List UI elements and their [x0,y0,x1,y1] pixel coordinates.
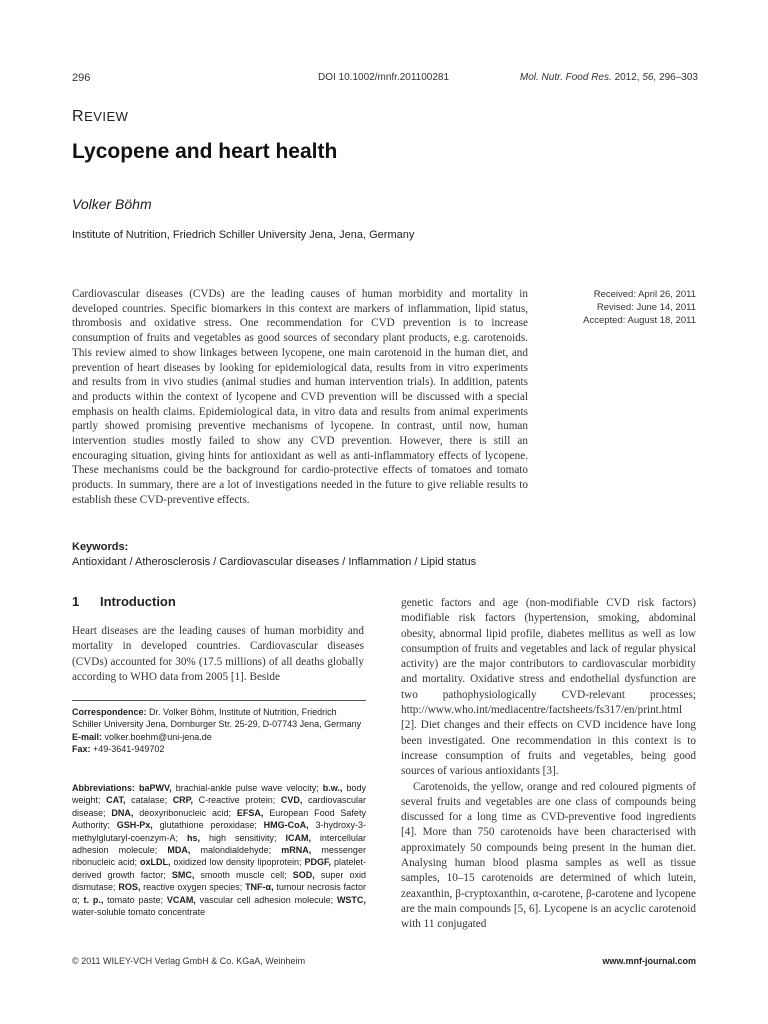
abbreviation-definition: 3-hydroxy-3-methylglutaryl-coenzym-A; [72,820,366,843]
page-number: 296 [72,72,91,84]
keywords-label: Keywords: [72,541,129,553]
abbreviation-definition: high sensitivity; [208,832,277,843]
abbreviation-term: ICAM, [285,832,311,843]
correspondence-text: Dr. Volker Böhm, Institute of Nutrition, Friedrich Schiller University Jena, Dornburger Str. 25-29, D-07743 Jena, Germany [72,707,362,730]
section-number: 1 [72,594,80,609]
fax-number: +49-3641-949702 [93,744,165,755]
abstract: Cardiovascular diseases (CVDs) are the leading causes of human morbidity and mortality in developed countries. Specific biomarkers in this context are markers of inflammation, lipid status, thrombosis and oxidative stress. One recommendation for CVD prevention is to increase consumption of fruits and vegetables as good sources of secondary plant products, e.g. carotenoids. This review aimed to show linkages between lycopene, one main carotenoid in the human diet, and prevention of heart diseases by looking for epidemiological data, results from in vitro experiments and results from in vivo studies (animal studies and human intervention trials). In addition, patents and products within the context of lycopene and CVD prevention will be discussed with a special emphasis on health claims. Epidemiological data, in vitro data and results from animal experiments partly showed promising preventive mechanisms of lycopene. In contrast, until now, human intervention studies mostly failed to show any CVD prevention. However, there is still an encouraging situation, giving hints for antioxidant as well as anti-inflammatory effects of lycopene. These mechanisms could be the background for cardio-protective effects of tomatoes and tomato products. In summary, there are a lot of investigations needed in the future to give reliable results to establish these CVD-preventive effects. [72,288,528,506]
abbreviation-definition: tomato paste; [107,894,163,905]
abbreviation-term: PDGF, [304,857,331,868]
abbreviation-definition: C-reactive protein; [198,795,276,806]
accepted-date: Accepted: August 18, 2011 [583,315,696,326]
abbreviation-definition: oxidized low density lipoprotein; [173,857,302,868]
journal-pages: 296–303 [659,72,698,83]
journal-citation [520,72,698,83]
journal-volume: 56, [642,72,657,83]
abbreviation-definition: water-soluble tomato concentrate [72,907,206,918]
abbreviation-term: WSTC, [336,894,366,905]
correspondence-email [72,731,366,743]
abbreviation-term: EFSA, [236,807,264,818]
abbreviation-definition: body weight; [72,783,366,806]
section-label [72,108,128,126]
abbreviation-definition: smooth muscle cell; [200,869,287,880]
journal-website[interactable]: www.mnf-journal.com [602,956,696,966]
correspondence-block [72,706,366,756]
abbreviation-term: HMG-CoA, [263,820,309,831]
abbreviation-definition: malondialdehyde; [200,845,272,856]
abbreviation-term: t. p., [83,894,104,905]
abbreviation-definition: glutathione peroxidase; [159,820,257,831]
abbreviation-term: MDA, [167,845,191,856]
abbreviation-term: mRNA, [281,845,312,856]
correspondence-label: Correspondence: [72,707,147,717]
abbreviation-term: b.w., [322,783,343,793]
abbreviations-list [72,783,366,917]
abbreviation-term: SMC, [171,869,195,880]
author-name: Volker Böhm [72,196,152,212]
abbreviation-definition: intercellular adhesion molecule; [72,832,366,856]
section-title: Introduction [100,594,176,609]
introduction-paragraph-right-2: Carotenoids, the yellow, orange and red coloured pigments of several fruits and vegetables are one class of compounds being discussed for a long time as CVD-preventive food ingredients [4]. More than 750 carotenoids have been characterised with approximately 50 compounds being present in the human diet. Analysing human blood plasma samples as well as tissue samples, 10–15 carotenoids are determined of which lutein, zeaxanthin, β-cryptoxanthin, α-carotene, β-carotene and lycopene are the main compounds [5, 6]. Lycopene is an acyclic carotenoid with 11 conjugated [401,780,696,931]
abbreviation-definition: catalase; [131,795,168,806]
footnote-divider [72,700,366,701]
author-affiliation: Institute of Nutrition, Friedrich Schiller University Jena, Jena, Germany [72,229,415,241]
abbreviation-definition: brachial-ankle pulse wave velocity; [175,783,319,793]
abbreviation-term: CRP, [172,795,194,806]
received-date: Received: April 26, 2011 [593,289,696,300]
abbreviation-definition: platelet-derived growth factor; [72,857,366,880]
article-title: Lycopene and heart health [72,140,338,163]
abbreviation-term: VCAM, [166,894,196,905]
section-label-initial: R [72,108,85,125]
abbreviation-term: TNF-α, [245,882,274,893]
journal-year: 2012, [614,72,640,83]
abbreviation-term: CAT, [106,795,126,806]
introduction-heading [72,594,176,609]
introduction-paragraph-right-1: genetic factors and age (non-modifiable CVD risk factors) modifiable risk factors (hypertension, smoking, abdominal obesity, abnormal lipid profile, diabetes mellitus as well as low consumption of fruits and vegetables and lack of regular physical activity) are the major contributors to cardiovascular morbidity and mortality. Oxidative stress and endothelial dysfunction are two pathophysiologically CVD-relevant processes; http://www.who.int/mediacentre/factsheets/fs317/en/print.html [2]. Diet changes and their effects on CVD incidence have long been investigated. One recommendation in this context is to increase consumption of fruits and vegetables, being good sources of various antioxidants [3]. [401,597,696,778]
abbreviation-definition: messenger ribonucleic acid; [72,845,366,868]
abbreviation-definition: cardiovascular disease; [72,795,366,818]
abbreviation-term: hs, [187,832,201,843]
right-column [401,596,696,933]
abbreviation-definition: super oxid dismutase; [72,869,366,893]
revised-date: Revised: June 14, 2011 [596,302,696,313]
abbreviation-term: CVD, [280,795,303,806]
email-address[interactable]: volker.boehm@uni-jena.de [104,731,212,742]
fax-label: Fax: [72,744,91,755]
abbreviation-definition: tumour necrosis factor α; [72,882,366,905]
abbreviation-definition: deoxyribonucleic acid; [139,807,232,818]
article-dates [583,288,696,327]
abbreviation-definition: vascular cell adhesion molecule; [199,894,334,905]
abbreviations-label: Abbreviations: [72,783,136,793]
introduction-paragraph-left: Heart diseases are the leading causes of human morbidity and mortality in developed countries. Cardiovascular diseases (CVDs) accounted for 30% (17.5 millions) of all deaths globally according to WHO data from 2005 [1]. Beside [72,625,364,683]
abbreviation-term: ROS, [118,882,141,893]
abbreviations-block [72,782,366,918]
abbreviation-definition: reactive oxygen species; [143,882,243,893]
correspondence-fax [72,743,366,755]
abbreviation-term: oxLDL, [140,857,171,868]
abbreviation-term: DNA, [111,807,134,818]
section-label-rest: EVIEW [84,109,129,124]
journal-name: Mol. Nutr. Food Res. [519,72,612,83]
abbreviation-definition: European Food Safety Authority; [72,807,366,831]
copyright-notice: © 2011 WILEY-VCH Verlag GmbH & Co. KGaA, Weinheim [72,956,306,966]
abbreviation-term: SOD, [292,869,315,880]
doi: DOI 10.1002/mnfr.201100281 [318,72,450,83]
keywords-list: Antioxidant / Atherosclerosis / Cardiovascular diseases / Inflammation / Lipid status [72,556,477,568]
abbreviation-term: baPWV, [139,783,172,793]
abbreviation-term: GSH-Px, [116,820,153,831]
email-label: E-mail: [72,731,103,742]
correspondence-address [72,706,366,731]
